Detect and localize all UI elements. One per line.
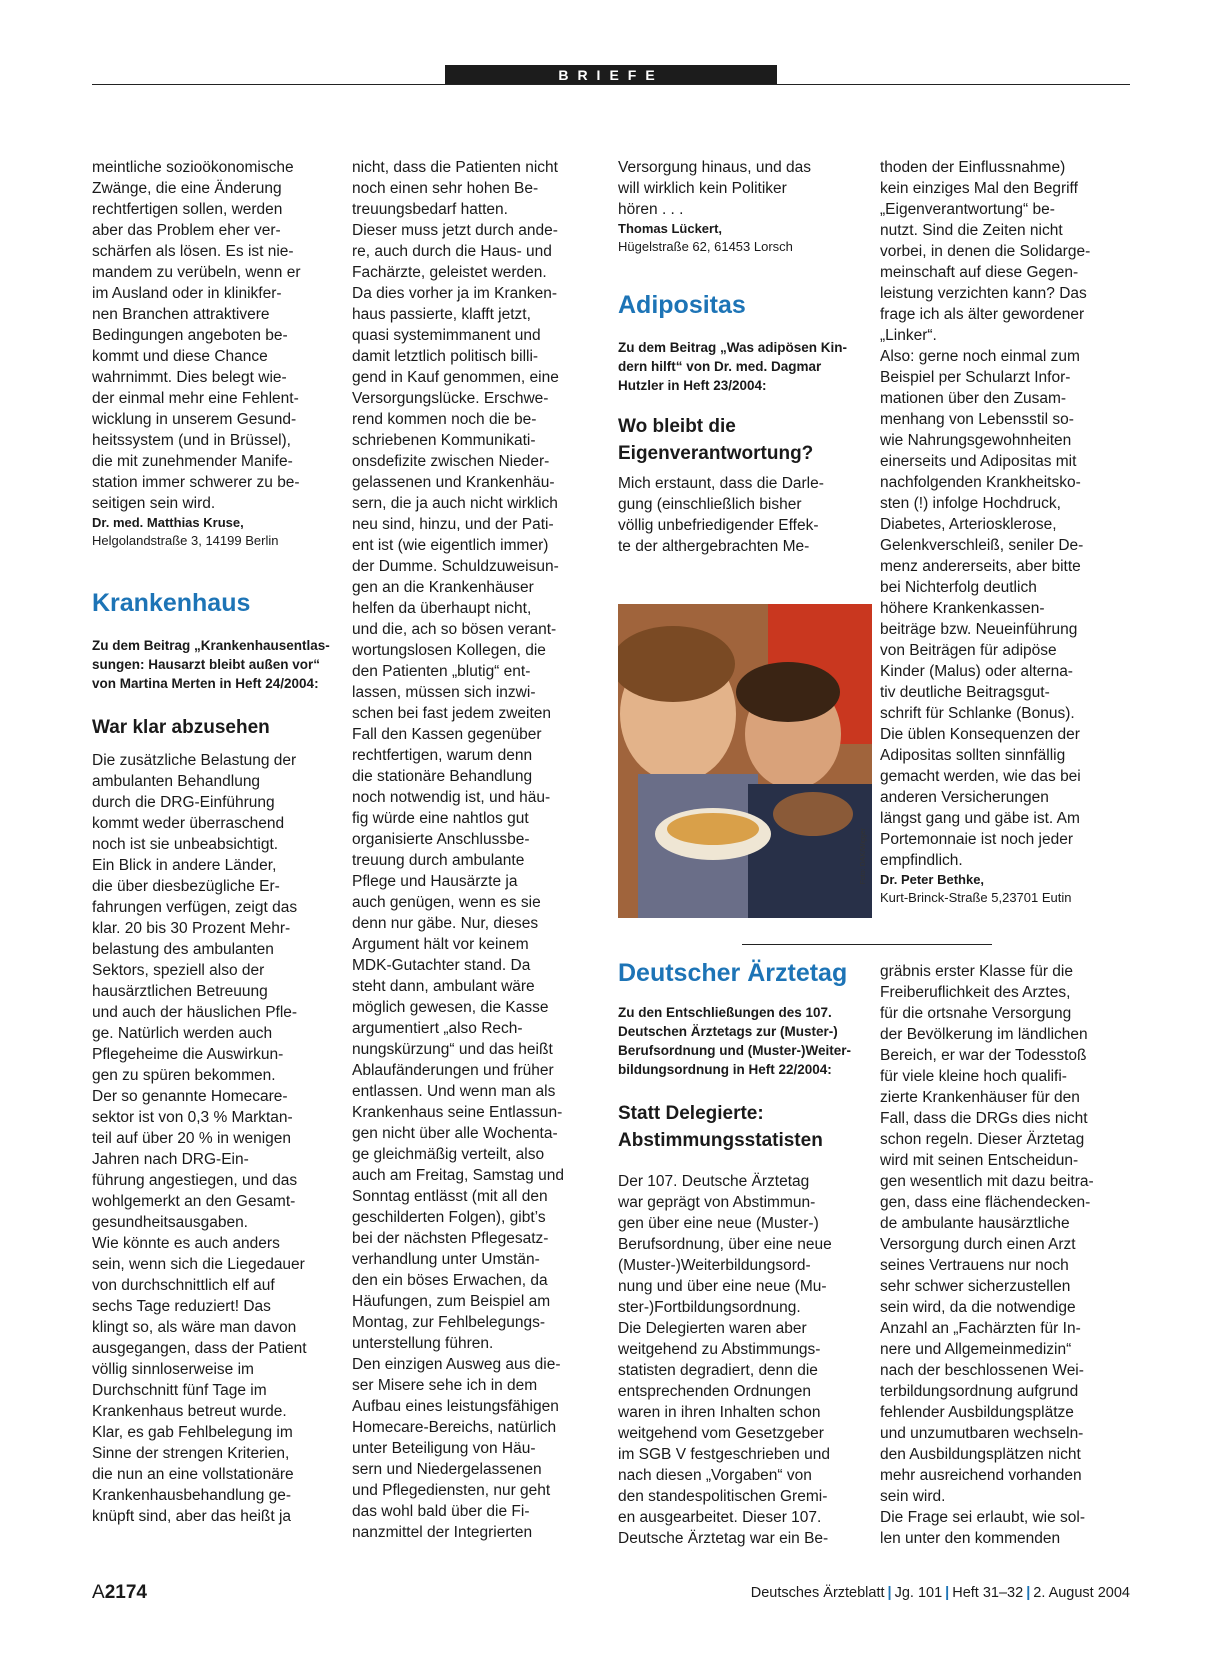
text-line: frage ich als älter gewordener xyxy=(880,306,1085,323)
text-line: Aufbau eines leistungsfähigen xyxy=(352,1398,559,1415)
text-line: bei der nächsten Pflegesatz- xyxy=(352,1230,549,1247)
text-line: Beispiel per Schularzt Infor- xyxy=(880,369,1071,386)
text-line: menz andererseits, aber bitte xyxy=(880,558,1081,575)
column-1-lines xyxy=(92,157,342,514)
text-line: Klar, es gab Fehlbelegung im xyxy=(92,1424,293,1441)
text-line: sein, wenn sich die Liegedauer xyxy=(92,1256,305,1273)
text-line: hausärztlichen Betreuung xyxy=(92,983,268,1000)
text-line: schriebenen Kommunikati- xyxy=(352,432,536,449)
text-line: Die zusätzliche Belastung der xyxy=(92,752,297,769)
text-line: Also: gerne noch einmal zum xyxy=(880,348,1080,365)
text-line: neu sind, hinzu, und der Pati- xyxy=(352,516,554,533)
page-number xyxy=(92,1582,147,1604)
footer-separator: | xyxy=(1026,1585,1031,1601)
text-line: hören . . . xyxy=(618,201,684,218)
text-line: Der so genannte Homecare- xyxy=(92,1088,288,1105)
text-line: sektor ist von 0,3 % Marktan- xyxy=(92,1109,293,1126)
footer-separator: | xyxy=(945,1585,950,1601)
journal-name: Deutsches Ärzteblatt xyxy=(750,1585,885,1601)
text-line: beiträge bzw. Neueinführung xyxy=(880,621,1078,638)
text-line: fehlender Ausbildungsplätze xyxy=(880,1404,1074,1421)
text-line: Sonntag entlässt (mit all den xyxy=(352,1188,548,1205)
subhead-war-klar: War klar abzusehen xyxy=(92,717,270,738)
text-line: die nun an eine vollstationäre xyxy=(92,1466,294,1483)
text-line: lassen, müssen sich inzwi- xyxy=(352,684,536,701)
text-line: führung angestiegen, und das xyxy=(92,1172,298,1189)
text-line: Krankenhausbehandlung ge- xyxy=(92,1487,292,1504)
text-line: Krankenhaus seine Entlassun- xyxy=(352,1104,563,1121)
text-line: entlassen. Und wenn man als xyxy=(352,1083,556,1100)
text-line: klingt so, als wäre man davon xyxy=(92,1319,297,1336)
text-line: wird mit seinen Entscheidun- xyxy=(880,1152,1079,1169)
text-line: Abstimmungsstatisten xyxy=(618,1130,823,1151)
text-line: Häufungen, zum Beispiel am xyxy=(352,1293,551,1310)
header-rule xyxy=(92,84,1130,85)
text-line: gelassenen und Krankenhäu- xyxy=(352,474,555,491)
text-line: der einmal mehr eine Fehlent- xyxy=(92,390,299,407)
text-line: quasi systemimmanent und xyxy=(352,327,541,344)
text-line: meintliche sozioökonomische xyxy=(92,159,294,176)
text-line: längst gang und gäbe ist. Am xyxy=(880,810,1080,827)
text-line: argumentiert „also Rech- xyxy=(352,1020,523,1037)
text-line: gen zu spüren bekommen. xyxy=(92,1067,276,1084)
text-line: den Ausbildungsplätzen nicht xyxy=(880,1446,1081,1463)
text-line: rend kommen noch die be- xyxy=(352,411,537,428)
column-3-bottom xyxy=(618,958,868,1549)
text-line: Zu den Entschließungen des 107. xyxy=(618,1005,832,1020)
column-4-bottom xyxy=(880,961,1130,1549)
text-line: Eigenverantwortung? xyxy=(618,443,814,464)
text-line: seines Vertrauens nur noch xyxy=(880,1257,1069,1274)
text-line: gesundheitsausgaben. xyxy=(92,1214,248,1231)
text-line: Deutsche Ärztetag war ein Be- xyxy=(618,1530,829,1547)
text-line: Bedingungen angeboten be- xyxy=(92,327,288,344)
text-line: station immer schwerer zu be- xyxy=(92,474,300,491)
text-line: Versorgung durch einen Arzt xyxy=(880,1236,1076,1253)
text-line: damit letztlich politisch billi- xyxy=(352,348,539,365)
text-line: organisierte Anschlussbe- xyxy=(352,831,530,848)
text-line: gung (einschließlich bisher xyxy=(618,496,802,513)
text-line: auch genügen, wenn es sie xyxy=(352,894,541,911)
text-line: wahrnimmt. Dies belegt wie- xyxy=(92,369,287,386)
photo-credit: Foto: DAK/Wigger xyxy=(860,828,867,885)
text-line: Berufsordnung und (Muster-)Weiter- xyxy=(618,1043,851,1058)
journal-date: 2. August 2004 xyxy=(1033,1585,1130,1601)
text-line: völlig sinnloserweise im xyxy=(92,1361,254,1378)
address-bethke: Kurt-Brinck-Straße 5,23701 Eutin xyxy=(880,890,1072,905)
text-line: von Beiträgen für adipöse xyxy=(880,642,1057,659)
text-line: im SGB V festgeschrieben und xyxy=(618,1446,830,1463)
text-line: Statt Delegierte: xyxy=(618,1103,764,1124)
text-line: Kinder (Malus) oder alterna- xyxy=(880,663,1073,680)
text-line: te der althergebrachten Me- xyxy=(618,538,810,555)
column-3 xyxy=(618,157,868,557)
journal-footer xyxy=(751,1585,1130,1601)
text-line: Fall, dass die DRGs dies nicht xyxy=(880,1110,1088,1127)
signature-bethke: Dr. Peter Bethke, xyxy=(880,872,985,887)
text-line: noch notwendig ist, und häu- xyxy=(352,789,551,806)
text-line: wie Nahrungsgewohnheiten xyxy=(880,432,1072,449)
text-line: aber das Problem eher ver- xyxy=(92,222,281,239)
text-line: und unzumutbaren wechseln- xyxy=(880,1425,1084,1442)
text-line: die über diesbezügliche Er- xyxy=(92,878,280,895)
text-line: Zu dem Beitrag „Was adipösen Kin- xyxy=(618,340,848,355)
text-line: treuung durch ambulante xyxy=(352,852,525,869)
text-line: gen nicht über alle Wochenta- xyxy=(352,1125,558,1142)
text-line: dern hilft“ von Dr. med. Dagmar xyxy=(618,359,822,374)
text-line: der Dumme. Schuldzuweisun- xyxy=(352,558,559,575)
text-line: waren in ihren Inhalten schon xyxy=(618,1404,821,1421)
text-line: Freiberuflichkeit des Arztes, xyxy=(880,984,1071,1001)
text-line: Adipositas sollten sinnfällig xyxy=(880,747,1066,764)
page-prefix: A xyxy=(92,1582,105,1603)
text-line: gen wesentlich mit dazu beitra- xyxy=(880,1173,1094,1190)
text-line: will wirklich kein Politiker xyxy=(618,180,787,197)
text-line: (Muster-)Weiterbildungsord- xyxy=(618,1257,811,1274)
column-4-bottom-lines xyxy=(880,961,1130,1549)
text-line: nen Branchen attraktivere xyxy=(92,306,270,323)
text-line: einerseits und Adipositas mit xyxy=(880,453,1077,470)
text-line: rechtfertigen sollen, werden xyxy=(92,201,283,218)
subhead-eigenverantwortung xyxy=(618,413,868,467)
text-line: „Linker“. xyxy=(880,327,937,344)
text-line: noch einen sehr hohen Be- xyxy=(352,180,539,197)
text-line: ausgegangen, dass der Patient xyxy=(92,1340,307,1357)
text-line: rechtfertigen, warum denn xyxy=(352,747,533,764)
text-line: nach der beschlossenen Wei- xyxy=(880,1362,1084,1379)
text-line: ambulanten Behandlung xyxy=(92,773,261,790)
text-line: fig würde eine nahtlos gut xyxy=(352,810,529,827)
signature-lueckert: Thomas Lückert, xyxy=(618,221,723,236)
text-line: Mich erstaunt, dass die Darle- xyxy=(618,475,824,492)
text-line: onsdefizite zwischen Nieder- xyxy=(352,453,550,470)
text-line: meinschaft auf diese Gegen- xyxy=(880,264,1079,281)
text-line: ge gleichmäßig verteilt, also xyxy=(352,1146,545,1163)
text-line: und Pflegediensten, nur geht xyxy=(352,1482,551,1499)
text-line: len unter den kommenden xyxy=(880,1530,1061,1547)
reference-adipositas xyxy=(618,338,868,395)
text-line: Pflege und Hausärzte ja xyxy=(352,873,518,890)
text-line: Hutzler in Heft 23/2004: xyxy=(618,378,767,393)
text-line: der Bevölkerung im ländlichen xyxy=(880,1026,1088,1043)
text-line: schon regeln. Dieser Ärztetag xyxy=(880,1131,1085,1148)
text-line: kommt weder überraschend xyxy=(92,815,285,832)
text-line: und die, ach so bösen verant- xyxy=(352,621,557,638)
text-line: tiv deutliche Beitragsgut- xyxy=(880,684,1050,701)
text-line: wohlgemerkt an den Gesamt- xyxy=(92,1193,296,1210)
text-line: Homecare-Bereichs, natürlich xyxy=(352,1419,557,1436)
text-line: helfen da überhaupt nicht, xyxy=(352,600,532,617)
text-line: gemacht werden, wie das bei xyxy=(880,768,1081,785)
photo-illustration xyxy=(618,604,872,918)
text-line: Zwänge, die eine Änderung xyxy=(92,180,282,197)
text-line: Montag, zur Fehlbelegungs- xyxy=(352,1314,546,1331)
text-line: knüpft sind, aber das heißt ja xyxy=(92,1508,292,1525)
text-line: re, auch durch die Haus- und xyxy=(352,243,552,260)
text-line: Gelenkverschleiß, seniler De- xyxy=(880,537,1084,554)
text-line: en ausgearbeitet. Dieser 107. xyxy=(618,1509,822,1526)
text-line: noch ist sie unbeabsichtigt. xyxy=(92,836,279,853)
text-line: gen über eine neue (Muster-) xyxy=(618,1215,819,1232)
text-line: im Ausland oder in klinikfer- xyxy=(92,285,282,302)
text-line: Portemonnaie ist noch jeder xyxy=(880,831,1074,848)
text-line: teil auf über 20 % in wenigen xyxy=(92,1130,292,1147)
text-line: treuungsbedarf hatten. xyxy=(352,201,508,218)
text-line: den ein böses Erwachen, da xyxy=(352,1272,548,1289)
text-line: nanzmittel der Integrierten xyxy=(352,1524,533,1541)
text-line: weitgehend vom Gesetzgeber xyxy=(618,1425,824,1442)
text-line: schrift für Schlanke (Bonus). xyxy=(880,705,1075,722)
body-adipositas xyxy=(618,473,868,557)
text-line: de ambulante hausärztliche xyxy=(880,1215,1070,1232)
text-line: Versorgungslücke. Erschwe- xyxy=(352,390,549,407)
journal-volume: Jg. 101 xyxy=(894,1585,943,1601)
section-title-aerztetag: Deutscher Ärztetag xyxy=(618,959,848,987)
section-title-krankenhaus: Krankenhaus xyxy=(92,589,251,617)
text-line: möglich gewesen, die Kasse xyxy=(352,999,549,1016)
text-line: Sektors, speziell also der xyxy=(92,962,265,979)
text-line: bei Nichterfolg deutlich xyxy=(880,579,1037,596)
text-line: terbildungsordnung aufgrund xyxy=(880,1383,1079,1400)
text-line: gend in Kauf genommen, eine xyxy=(352,369,559,386)
column-1 xyxy=(92,157,342,1527)
column-3-lines xyxy=(618,157,868,220)
address-lueckert: Hügelstraße 62, 61453 Lorsch xyxy=(618,239,793,254)
text-line: klar. 20 bis 30 Prozent Mehr- xyxy=(92,920,291,937)
text-line: zierte Krankenhäuser für den xyxy=(880,1089,1080,1106)
text-line: mationen über den Zusam- xyxy=(880,390,1067,407)
text-line: gräbnis erster Klasse für die xyxy=(880,963,1073,980)
text-line: Der 107. Deutsche Ärztetag xyxy=(618,1173,810,1190)
text-line: anderen Versicherungen xyxy=(880,789,1049,806)
text-line: unter Beteiligung von Häu- xyxy=(352,1440,536,1457)
text-line: höhere Krankenkassen- xyxy=(880,600,1045,617)
text-line: Krankenhaus betreut wurde. xyxy=(92,1403,287,1420)
text-line: verhandlung unter Umstän- xyxy=(352,1251,540,1268)
text-line: ent ist (wie eigentlich immer) xyxy=(352,537,549,554)
text-line: durch die DRG-Einführung xyxy=(92,794,275,811)
text-line: entsprechenden Ordnungen xyxy=(618,1383,812,1400)
body-krankenhaus xyxy=(92,750,342,1527)
text-line: ge. Natürlich werden auch xyxy=(92,1025,273,1042)
text-line: Fachärzte, geleistet werden. xyxy=(352,264,547,281)
text-line: Dieser muss jetzt durch ande- xyxy=(352,222,558,239)
text-line: ster-)Fortbildungsordnung. xyxy=(618,1299,801,1316)
text-line: sern, die ja auch nicht wirklich xyxy=(352,495,558,512)
text-line: seitigen sein wird. xyxy=(92,495,216,512)
text-line: Die Frage sei erlaubt, wie sol- xyxy=(880,1509,1086,1526)
text-line: weitgehend zu Abstimmungs- xyxy=(618,1341,821,1358)
text-line: mandem zu verübeln, wenn er xyxy=(92,264,301,281)
text-line: sten (!) infolge Hochdruck, xyxy=(880,495,1061,512)
text-line: kein einziges Mal den Begriff xyxy=(880,180,1078,197)
photo-children-eating xyxy=(618,604,872,918)
text-line: Den einzigen Ausweg aus die- xyxy=(352,1356,561,1373)
text-line: fahrungen verfügen, zeigt das xyxy=(92,899,298,916)
text-line: Versorgung hinaus, und das xyxy=(618,159,812,176)
text-line: kommt und diese Chance xyxy=(92,348,268,365)
text-line: Die Delegierten waren aber xyxy=(618,1320,807,1337)
text-line: die mit zunehmender Manife- xyxy=(92,453,293,470)
column-2 xyxy=(352,157,602,1543)
text-line: geschilderten Folgen), gibt’s xyxy=(352,1209,546,1226)
text-line: für viele kleine hoch qualifi- xyxy=(880,1068,1067,1085)
text-line: thoden der Einflussnahme) xyxy=(880,159,1066,176)
section-title-adipositas: Adipositas xyxy=(618,291,746,319)
text-line: sern und Niedergelassenen xyxy=(352,1461,542,1478)
text-line: menhang von Lebensstil so- xyxy=(880,411,1074,428)
text-line: Zu dem Beitrag „Krankenhausentlas- xyxy=(92,638,330,653)
text-line: wicklung in unserem Gesund- xyxy=(92,411,297,428)
subhead-abstimmungsstatisten xyxy=(618,1100,868,1154)
text-line: für die ortsnahe Versorgung xyxy=(880,1005,1072,1022)
text-line: völlig unbefriedigender Effek- xyxy=(618,517,819,534)
text-line: sungen: Hausarzt bleibt außen vor“ xyxy=(92,657,321,672)
text-line: nicht, dass die Patienten nicht xyxy=(352,159,558,176)
reference-aerztetag xyxy=(618,1003,868,1079)
page-number-value: 2174 xyxy=(104,1582,147,1603)
text-line: heitssystem (und in Brüssel), xyxy=(92,432,291,449)
text-line: sechs Tage reduziert! Das xyxy=(92,1298,271,1315)
text-line: Deutschen Ärztetags zur (Muster-) xyxy=(618,1024,838,1039)
text-line: nachfolgenden Krankheitsko- xyxy=(880,474,1081,491)
text-line: war geprägt von Abstimmun- xyxy=(618,1194,816,1211)
text-line: Die üblen Konsequenzen der xyxy=(880,726,1080,743)
text-line: Fall den Kassen gegenüber xyxy=(352,726,542,743)
text-line: MDK-Gutachter stand. Da xyxy=(352,957,531,974)
section-header: BRIEFE xyxy=(445,65,777,85)
text-line: schärfen als lösen. Es ist nie- xyxy=(92,243,294,260)
body-aerztetag xyxy=(618,1171,868,1549)
column-4-lines xyxy=(880,157,1130,871)
text-line: „Eigenverantwortung“ be- xyxy=(880,201,1055,218)
text-line: Ablaufänderungen und früher xyxy=(352,1062,554,1079)
text-line: nutzt. Sind die Zeiten nicht xyxy=(880,222,1063,239)
text-line: leistung verzichten kann? Das xyxy=(880,285,1087,302)
column-4 xyxy=(880,157,1130,907)
text-line: mehr ausreichend vorhanden xyxy=(880,1467,1082,1484)
text-line: Diabetes, Arteriosklerose, xyxy=(880,516,1057,533)
text-line: von Martina Merten in Heft 24/2004: xyxy=(92,676,319,691)
text-line: nung und über eine neue (Mu- xyxy=(618,1278,827,1295)
text-line: nungskürzung“ und das heißt xyxy=(352,1041,553,1058)
text-line: Bereich, er war der Todesstoß xyxy=(880,1047,1087,1064)
footer-separator: | xyxy=(887,1585,892,1601)
text-line: empfindlich. xyxy=(880,852,963,869)
text-line: den Patienten „blutig“ ent- xyxy=(352,663,531,680)
text-line: Anzahl an „Fachärzten für In- xyxy=(880,1320,1081,1337)
reference-krankenhaus xyxy=(92,636,342,693)
text-line: von durchschnittlich elf auf xyxy=(92,1277,275,1294)
journal-issue: Heft 31–32 xyxy=(952,1585,1024,1601)
text-line: nach diesen „Vorgaben“ von xyxy=(618,1467,812,1484)
text-line: belastung des ambulanten xyxy=(92,941,274,958)
text-line: sein wird, da die notwendige xyxy=(880,1299,1076,1316)
text-line: unterstellung führen. xyxy=(352,1335,494,1352)
text-line: die stationäre Behandlung xyxy=(352,768,533,785)
text-line: den standespolitischen Gremi- xyxy=(618,1488,828,1505)
text-line: Jahren nach DRG-Ein- xyxy=(92,1151,249,1168)
text-line: Sinne der strengen Kriterien, xyxy=(92,1445,290,1462)
signature-kruse: Dr. med. Matthias Kruse, xyxy=(92,515,244,530)
text-line: bildungsordnung in Heft 22/2004: xyxy=(618,1062,832,1077)
text-line: Wo bleibt die xyxy=(618,416,736,437)
text-line: haus passierte, klafft jetzt, xyxy=(352,306,531,323)
text-line: steht dann, ambulant wäre xyxy=(352,978,535,995)
text-line: Da dies vorher ja im Kranken- xyxy=(352,285,558,302)
text-line: Argument hält vor keinem xyxy=(352,936,529,953)
text-line: vorbei, in denen die Solidarge- xyxy=(880,243,1091,260)
text-line: Berufsordnung, über eine neue xyxy=(618,1236,832,1253)
text-line: auch am Freitag, Samstag und xyxy=(352,1167,564,1184)
text-line: Wie könnte es auch anders xyxy=(92,1235,280,1252)
text-line: sein wird. xyxy=(880,1488,946,1505)
text-line: ser Misere sehe ich in dem xyxy=(352,1377,538,1394)
text-line: Pflegeheime die Auswirkun- xyxy=(92,1046,284,1063)
address-kruse: Helgolandstraße 3, 14199 Berlin xyxy=(92,533,279,548)
text-line: statisten degradiert, denn die xyxy=(618,1362,818,1379)
text-line: schen bei fast jedem zweiten xyxy=(352,705,552,722)
text-line: Durchschnitt fünf Tage im xyxy=(92,1382,267,1399)
text-line: gen an die Krankenhäuser xyxy=(352,579,534,596)
section-divider xyxy=(742,944,992,945)
text-line: sehr schwer sicherzustellen xyxy=(880,1278,1071,1295)
text-line: nere und Allgemeinmedizin“ xyxy=(880,1341,1072,1358)
text-line: gen, dass eine flächendecken- xyxy=(880,1194,1091,1211)
text-line: und auch der häuslichen Pfle- xyxy=(92,1004,298,1021)
column-2-lines xyxy=(352,157,602,1543)
text-line: Ein Blick in andere Länder, xyxy=(92,857,277,874)
text-line: das wohl bald über die Fi- xyxy=(352,1503,530,1520)
text-line: wortungslosen Kollegen, die xyxy=(352,642,546,659)
text-line: denn nur gäbe. Nur, dieses xyxy=(352,915,539,932)
